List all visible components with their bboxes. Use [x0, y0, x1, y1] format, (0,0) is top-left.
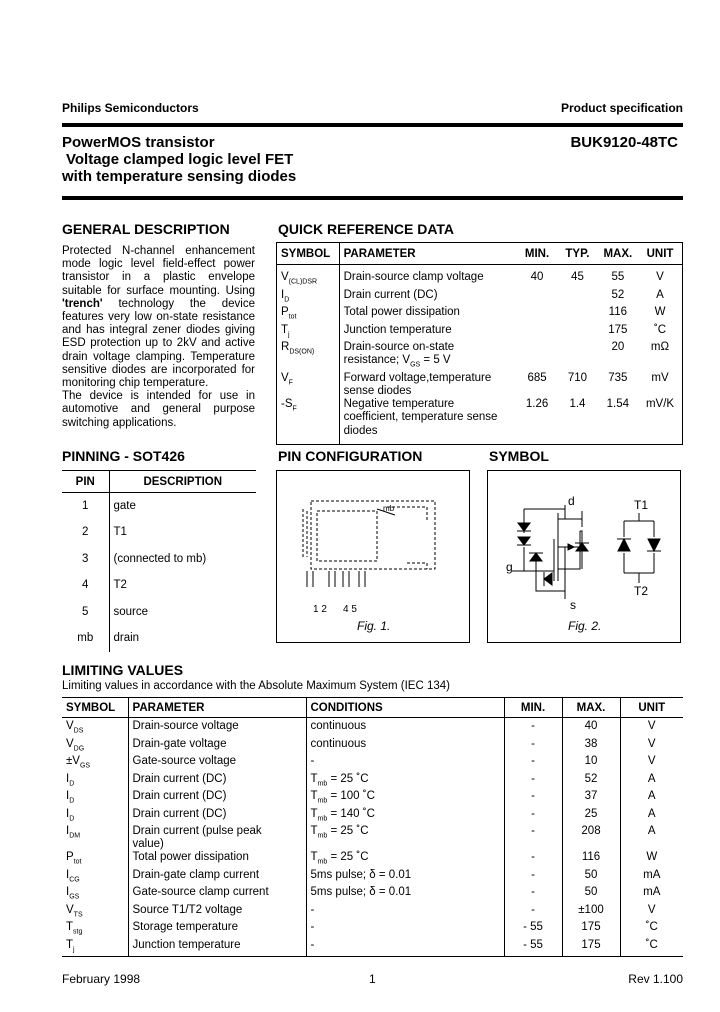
table-row	[277, 324, 683, 342]
lim-unit: A	[647, 772, 656, 785]
table-row	[62, 755, 683, 773]
lim-unit: A	[647, 825, 656, 837]
qrd-parameter: Negative temperature coefficient, temperature sense diodes	[343, 398, 498, 437]
t1-label: T1	[634, 498, 649, 512]
table-row	[62, 625, 256, 652]
lim-col-min: MIN.	[504, 698, 562, 718]
t2-label: T2	[634, 584, 649, 598]
lim-unit: A	[647, 790, 656, 802]
pinning-table	[62, 470, 256, 652]
lim-parameter: Drain-gate clamp current	[128, 869, 306, 887]
lim-max: 38	[562, 738, 620, 756]
pin-number: 2	[62, 519, 109, 546]
lim-min: -	[504, 718, 562, 738]
footer-revision: Rev 1.100	[628, 972, 683, 986]
lim-col-conditions: CONDITIONS	[306, 698, 504, 718]
lim-parameter: Storage temperature	[128, 921, 306, 939]
lim-unit: mA	[643, 868, 661, 881]
table-row	[62, 921, 683, 939]
lim-parameter: Drain current (DC)	[128, 790, 306, 808]
mb-label: mb	[383, 504, 395, 513]
gate-label: g	[506, 560, 513, 574]
table-row	[62, 572, 256, 599]
lim-min: -	[504, 904, 562, 922]
title-line-3: with temperature sensing diodes	[62, 168, 297, 185]
lim-max: 116	[562, 851, 620, 869]
lim-symbol: $I_D$	[62, 790, 128, 808]
lim-parameter: Source T1/T2 voltage	[128, 904, 306, 922]
lim-conditions: $T_{mb} = 100$ ˚C	[306, 790, 504, 808]
lim-symbol: $I_D$	[62, 773, 128, 791]
lim-col-max: MAX.	[562, 698, 620, 718]
table-row	[277, 265, 683, 289]
lim-max: 37	[562, 790, 620, 808]
qrd-min: 1.26	[525, 398, 549, 411]
qrd-symbol: $V_{(CL)DSR}$	[277, 265, 340, 289]
limiting-values-intro: Limiting values in accordance with the Absolute Maximum System (IEC 134)	[62, 680, 450, 692]
limiting-values-table	[62, 697, 683, 957]
qrd-typ	[557, 341, 597, 372]
lim-unit: V	[647, 755, 656, 767]
lim-parameter: Drain-source voltage	[128, 718, 306, 738]
lim-max: ±100	[562, 904, 620, 922]
symbol-heading: SYMBOL	[489, 448, 549, 464]
lim-min: -	[504, 738, 562, 756]
qrd-max: 175	[608, 323, 628, 336]
table-row	[62, 599, 256, 626]
qrd-parameter: Drain-source clamp voltage	[343, 271, 484, 283]
lim-min: -	[504, 808, 562, 826]
lim-min: -	[504, 869, 562, 887]
table-row	[62, 851, 683, 869]
pin-number: 3	[62, 546, 109, 573]
qrd-symbol: $-S_F$	[277, 398, 340, 444]
lim-col-parameter: PARAMETER	[128, 698, 306, 718]
qrd-typ: 45	[571, 271, 584, 283]
pin-description: T1	[113, 526, 127, 539]
lim-conditions: -	[306, 921, 504, 939]
lim-max: 40	[562, 718, 620, 738]
qrd-typ	[557, 289, 597, 307]
lim-max: 175	[562, 921, 620, 939]
qrd-max: 20	[611, 341, 625, 353]
qrd-symbol: $V_F$	[277, 372, 340, 398]
pin-configuration-heading: PIN CONFIGURATION	[278, 448, 423, 464]
quick-reference-heading: QUICK REFERENCE DATA	[278, 221, 455, 237]
company-name: Philips Semiconductors	[62, 101, 199, 115]
lim-col-symbol: SYMBOL	[62, 698, 128, 718]
footer-date: February 1998	[62, 972, 141, 986]
lim-parameter: Gate-source clamp current	[128, 886, 306, 904]
title-line-2: Voltage clamped logic level FET	[66, 151, 294, 168]
qrd-parameter: Drain current (DC)	[343, 288, 438, 301]
qrd-unit: A	[656, 288, 664, 301]
lim-min: -	[504, 851, 562, 869]
qrd-col-max: MAX.	[598, 243, 638, 265]
pin-number: mb	[62, 625, 109, 652]
table-row	[62, 904, 683, 922]
package-outline-drawing	[277, 471, 469, 642]
lim-parameter: Drain current (DC)	[128, 808, 306, 826]
document-title	[62, 134, 296, 185]
lim-symbol: $V_{DG}$	[62, 738, 128, 756]
lim-min: -	[504, 790, 562, 808]
table-row	[62, 546, 256, 573]
lim-conditions: $T_{mb} = 25$ ˚C	[306, 851, 504, 869]
qrd-max: 116	[608, 306, 627, 318]
lim-conditions: -	[306, 939, 504, 957]
lim-unit: ˚C	[645, 921, 658, 934]
lim-symbol: $P_{tot}$	[62, 851, 128, 869]
qrd-unit: ˚C	[653, 323, 667, 336]
lim-conditions: $T_{mb} = 25$ ˚C	[306, 773, 504, 791]
table-row	[62, 493, 256, 520]
lim-conditions: 5ms pulse; δ = 0.01	[306, 869, 504, 887]
table-row	[277, 306, 683, 324]
lim-unit: A	[647, 807, 656, 820]
lim-max: 175	[562, 939, 620, 957]
lim-max: 50	[562, 869, 620, 887]
lim-max: 25	[562, 808, 620, 826]
lim-unit: ˚C	[645, 938, 658, 951]
qrd-typ	[557, 324, 597, 342]
lim-conditions: continuous	[306, 718, 504, 738]
lim-symbol: $I_{GS}$	[62, 886, 128, 904]
lim-conditions: -	[306, 755, 504, 773]
pin-description: source	[113, 605, 149, 618]
qrd-min	[517, 324, 557, 342]
qrd-symbol: $I_D$	[277, 289, 340, 307]
lim-unit: V	[647, 737, 656, 750]
lim-parameter: Gate-source voltage	[128, 755, 306, 773]
table-row	[62, 718, 683, 738]
table-row	[62, 773, 683, 791]
drain-label: d	[568, 494, 575, 508]
lim-parameter: Drain current (pulse peak value)	[128, 825, 306, 851]
table-row	[277, 398, 683, 444]
table-row	[62, 790, 683, 808]
lim-parameter: Drain current (DC)	[128, 773, 306, 791]
lim-min: -	[504, 886, 562, 904]
qrd-unit: mV/K	[645, 398, 675, 411]
spec-type: Product specification	[560, 101, 683, 115]
source-label: s	[570, 598, 576, 612]
table-row	[62, 825, 683, 851]
lim-unit: W	[646, 851, 658, 864]
quick-reference-table	[276, 242, 683, 445]
lim-symbol: $\pm V_{GS}$	[62, 755, 128, 773]
qrd-col-symbol: SYMBOL	[277, 243, 340, 265]
table-row	[62, 519, 256, 546]
pin-number: 5	[62, 599, 109, 626]
table-row	[277, 289, 683, 307]
lim-max: 208	[562, 825, 620, 851]
symbol-figure	[487, 470, 681, 643]
part-number: BUK9120-48TC	[570, 134, 678, 151]
pin-description: (connected to mb)	[113, 552, 207, 565]
qrd-parameter: Forward voltage,temperature sense diodes	[343, 371, 492, 397]
lim-unit: V	[647, 903, 656, 916]
pin-configuration-figure	[276, 470, 470, 643]
lim-col-unit: UNIT	[620, 698, 683, 718]
lim-conditions: 5ms pulse; δ = 0.01	[306, 886, 504, 904]
lim-symbol: $I_D$	[62, 808, 128, 826]
lim-symbol: $T_{stg}$	[62, 921, 128, 939]
pin-description: gate	[113, 500, 136, 512]
qrd-unit: V	[656, 271, 664, 283]
pin-numbers-left: 1 2	[313, 604, 327, 615]
qrd-max: 52	[611, 288, 625, 301]
qrd-typ	[557, 306, 597, 324]
table-row	[62, 886, 683, 904]
circuit-symbol	[488, 471, 680, 642]
description-column-header: DESCRIPTION	[109, 471, 256, 493]
lim-symbol: $I_{CG}$	[62, 869, 128, 887]
qrd-parameter: Junction temperature	[343, 323, 452, 336]
lim-parameter: Junction temperature	[128, 939, 306, 957]
footer-page: 1	[369, 972, 376, 986]
table-row	[277, 341, 683, 372]
qrd-typ: 1.4	[569, 398, 586, 411]
lim-conditions: -	[306, 904, 504, 922]
lim-symbol: $V_{TS}$	[62, 904, 128, 922]
lim-unit: mA	[643, 886, 661, 899]
pin-description: drain	[113, 632, 140, 645]
qrd-col-typ: TYP.	[557, 243, 597, 265]
lim-parameter: Drain-gate voltage	[128, 738, 306, 756]
lim-min: -	[504, 755, 562, 773]
lim-conditions: $T_{mb} = 140$ ˚C	[306, 808, 504, 826]
table-row	[62, 869, 683, 887]
pin-description: T2	[113, 579, 127, 592]
figure-2-caption: Fig. 2.	[568, 619, 602, 633]
lim-symbol: $T_j$	[62, 939, 128, 957]
qrd-symbol: $T_j$	[277, 324, 340, 342]
qrd-min: 40	[530, 271, 544, 283]
lim-symbol: $I_{DM}$	[62, 825, 128, 851]
qrd-parameter: Total power dissipation	[343, 306, 460, 318]
lim-parameter: Total power dissipation	[128, 851, 306, 869]
figure-1-caption: Fig. 1.	[357, 619, 391, 633]
limiting-values-heading: LIMITING VALUES	[62, 662, 184, 678]
qrd-max: 55	[611, 271, 625, 283]
qrd-symbol: $R_{DS(ON)}$	[277, 341, 340, 372]
lim-conditions: continuous	[306, 738, 504, 756]
qrd-typ: 710	[567, 371, 588, 384]
lim-min: -	[504, 773, 562, 791]
qrd-symbol: $P_{tot}$	[277, 306, 340, 324]
pin-column-header: PIN	[62, 471, 109, 493]
lim-max: 52	[562, 773, 620, 791]
pin-number: 4	[62, 572, 109, 599]
qrd-unit: W	[654, 306, 666, 318]
qrd-unit: mV	[651, 371, 669, 384]
general-description: Protected N-channel enhancement mode logic level field-effect power transistor in a plastic envelope suitable for surface mounting. Using 'trench' technology the device features very low on-state resistance and has integral zener diodes giving ESD protection up to 2kV and active drain voltage clamping. Temperature sensitive diodes are incorporated for monitoring chip temperature. The device is intended for use in automotive and general purpose switching applications.	[62, 245, 255, 429]
table-row	[62, 808, 683, 826]
pinning-heading: PINNING - SOT426	[62, 448, 185, 464]
qrd-min	[517, 341, 557, 372]
qrd-max: 735	[608, 371, 628, 384]
qrd-parameter: Drain-source on-state resistance; $V_{GS} = 5$ V	[343, 341, 455, 369]
qrd-col-parameter: PARAMETER	[339, 243, 517, 265]
qrd-col-unit: UNIT	[638, 243, 682, 265]
lim-conditions: $T_{mb} = 25$ ˚C	[306, 825, 504, 851]
qrd-min: 685	[527, 371, 547, 384]
pin-numbers-right: 4 5	[343, 604, 357, 615]
qrd-col-min: MIN.	[517, 243, 557, 265]
qrd-min	[517, 289, 557, 307]
table-row	[277, 372, 683, 398]
lim-max: 10	[562, 755, 620, 773]
title-rule	[62, 196, 683, 200]
table-row	[62, 738, 683, 756]
pin-number: 1	[62, 493, 109, 520]
table-row	[62, 939, 683, 957]
lim-max: 50	[562, 886, 620, 904]
qrd-unit: mΩ	[650, 341, 670, 353]
qrd-min	[517, 306, 557, 324]
title-line-1: PowerMOS transistor	[62, 134, 215, 151]
lim-min: - 55	[504, 921, 562, 939]
lim-symbol: $V_{DS}$	[62, 718, 128, 738]
qrd-max: 1.54	[606, 398, 630, 411]
lim-min: -	[504, 825, 562, 851]
lim-unit: V	[647, 720, 656, 732]
general-description-heading: GENERAL DESCRIPTION	[62, 221, 230, 237]
lim-min: - 55	[504, 939, 562, 957]
header-rule	[62, 123, 683, 127]
